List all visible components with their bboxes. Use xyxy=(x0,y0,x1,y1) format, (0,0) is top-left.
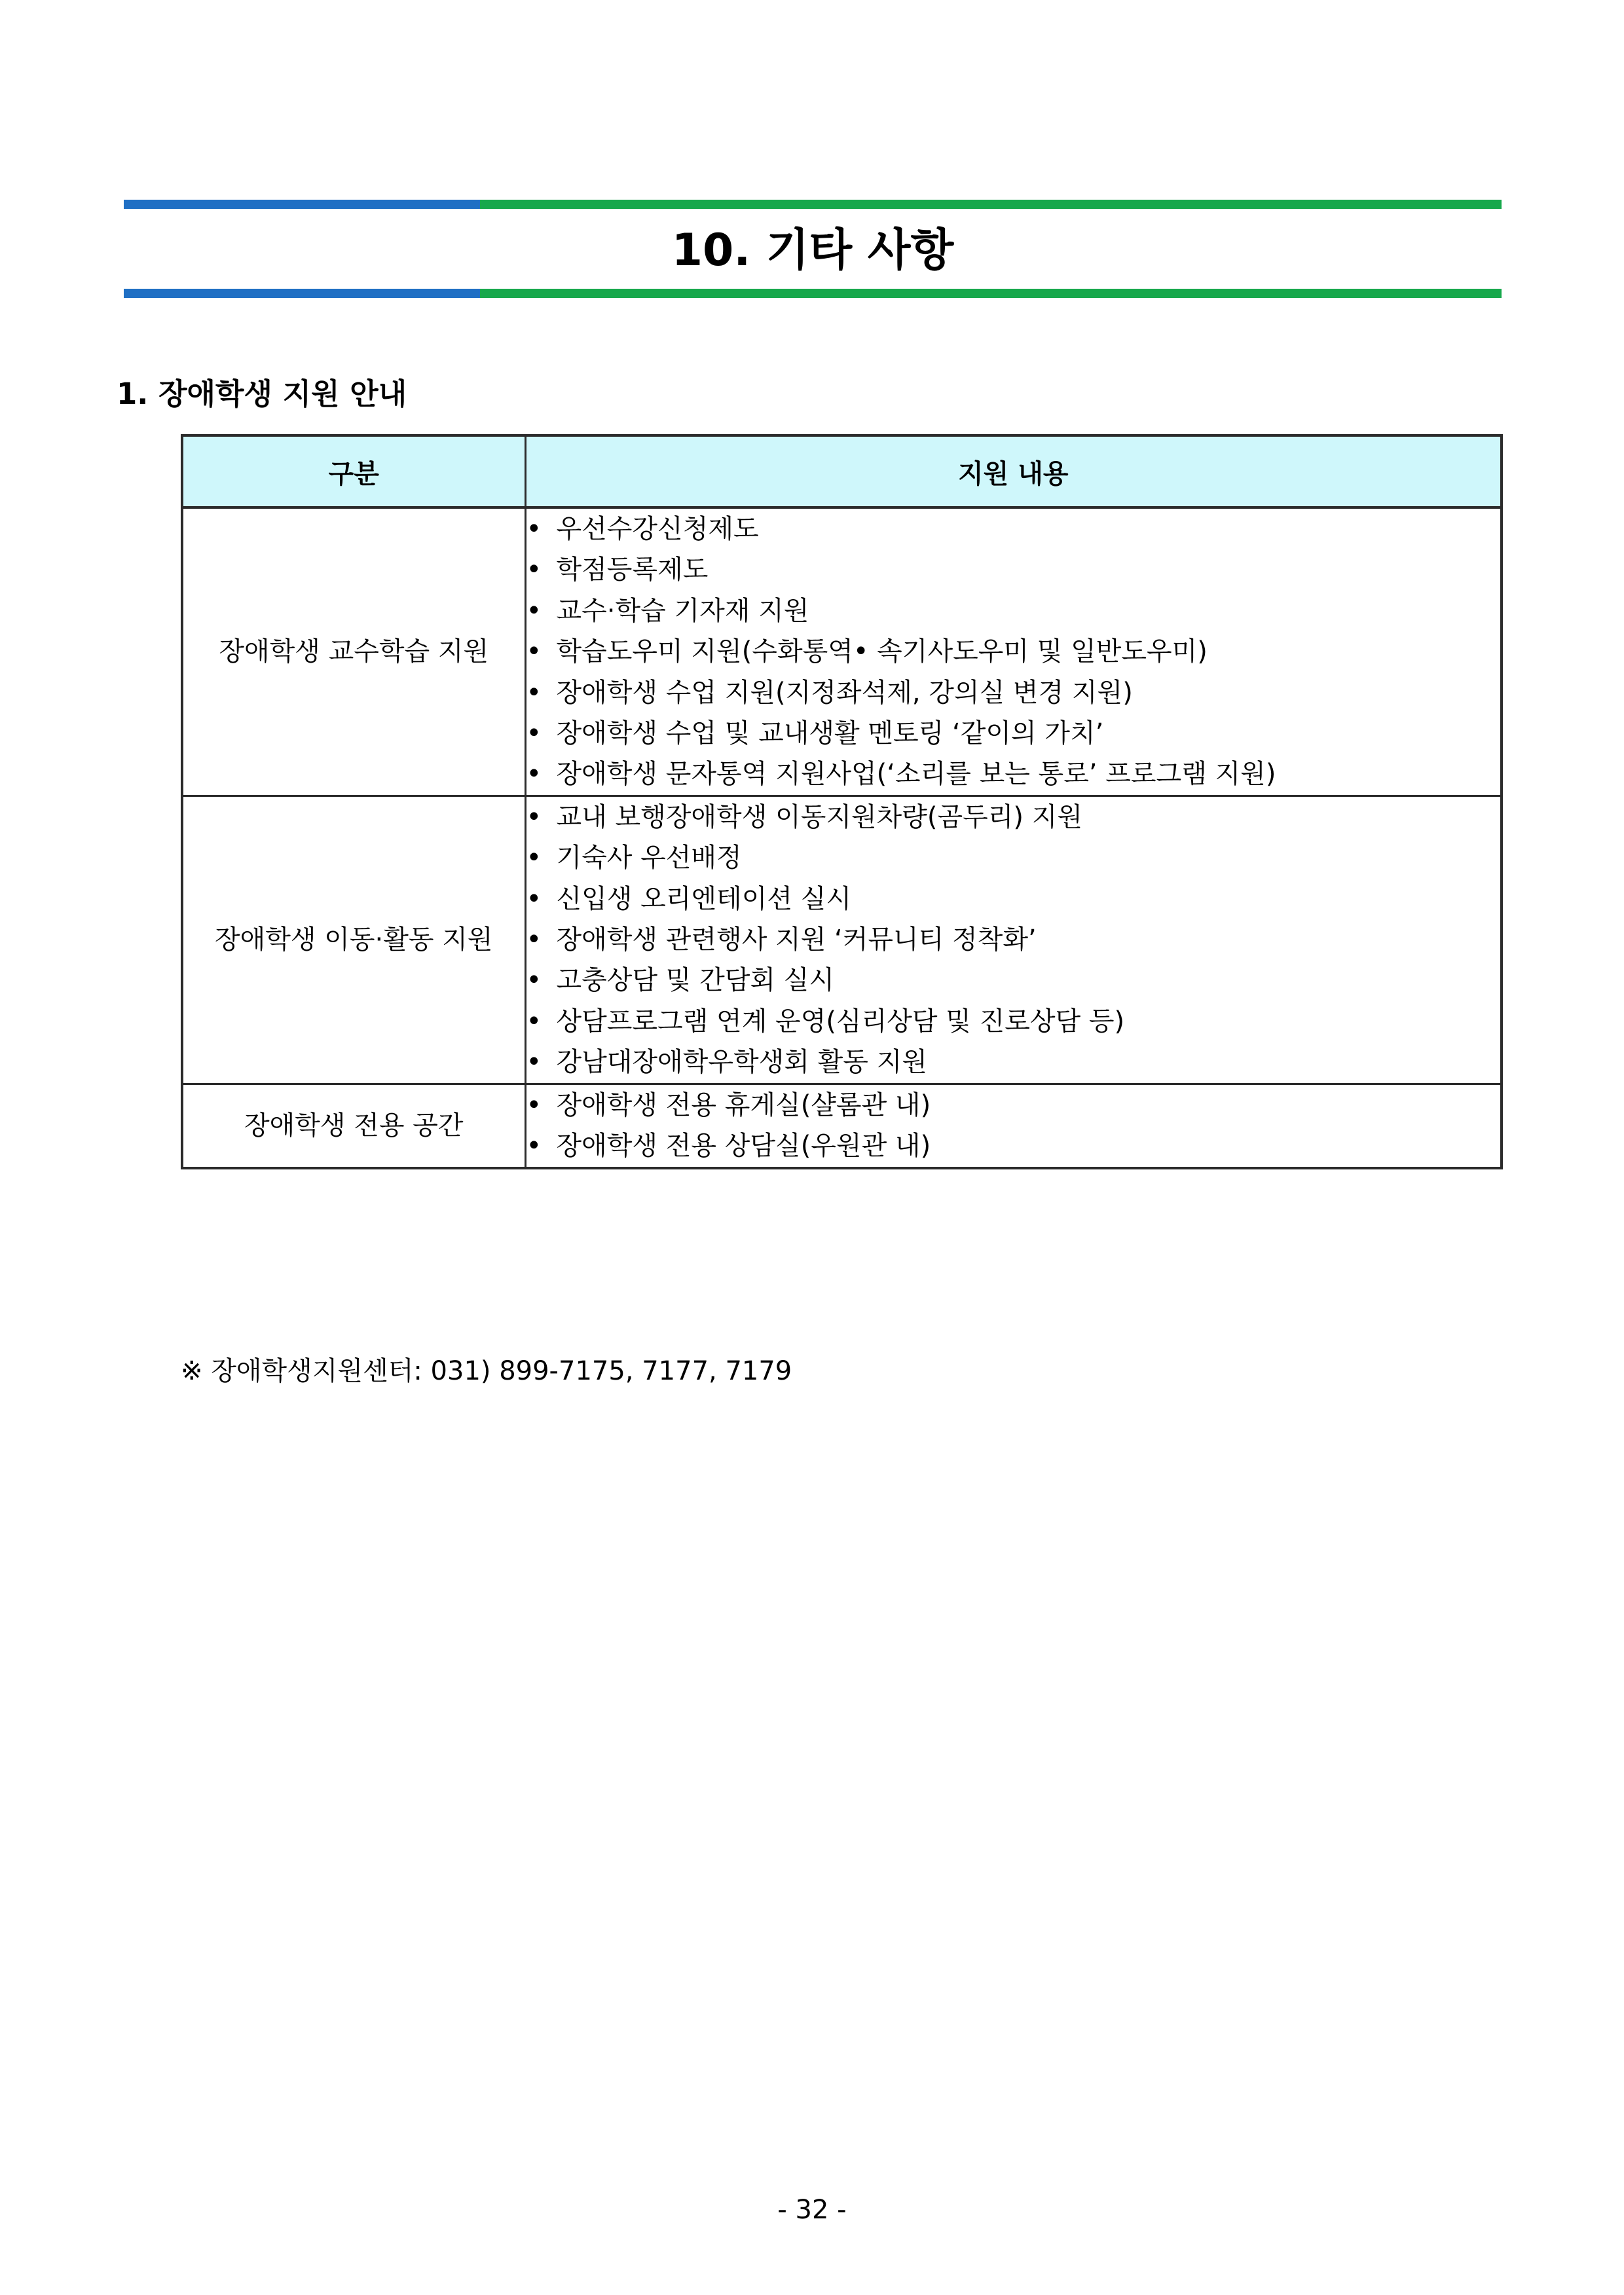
bullet-icon: • xyxy=(526,759,542,790)
list-item-text: 장애학생 전용 휴게실(샬롬관 내) xyxy=(556,1090,931,1120)
support-items-cell xyxy=(525,796,1502,1084)
bullet-icon: • xyxy=(526,1006,542,1037)
list-item-text: 학습도우미 지원(수화통역• 속기사도우미 및 일반도우미) xyxy=(556,636,1208,667)
column-header-category: 구분 xyxy=(182,435,525,507)
list-item-text: 교수·학습 기자재 지원 xyxy=(556,595,809,626)
list-item xyxy=(526,1085,1501,1126)
list-item xyxy=(526,591,1501,631)
list-item xyxy=(526,509,1501,549)
list-item-text: 장애학생 문자통역 지원사업(‘소리를 보는 통로’ 프로그램 지원) xyxy=(556,759,1276,790)
bullet-icon: • xyxy=(526,636,542,667)
list-item xyxy=(526,797,1501,837)
table-header-row xyxy=(182,435,1502,507)
bullet-icon: • xyxy=(526,595,542,626)
category-cell: 장애학생 이동·활동 지원 xyxy=(182,796,525,1084)
bullet-icon: • xyxy=(526,1047,542,1078)
list-item xyxy=(526,1042,1501,1082)
list-item-text: 우선수강신청제도 xyxy=(556,514,759,544)
bullet-icon: • xyxy=(526,1090,542,1120)
page-title: 10. 기타 사항 xyxy=(671,225,954,276)
list-item xyxy=(526,631,1501,672)
list-item-text: 고충상담 및 간담회 실시 xyxy=(556,965,835,996)
list-item xyxy=(526,1001,1501,1042)
list-item xyxy=(526,837,1501,878)
bullet-icon: • xyxy=(526,965,542,996)
list-item-text: 교내 보행장애학생 이동지원차량(곰두리) 지원 xyxy=(556,801,1083,832)
table-row xyxy=(182,507,1502,796)
bullet-icon: • xyxy=(526,1131,542,1162)
list-item xyxy=(526,1126,1501,1166)
support-items-cell xyxy=(525,507,1502,796)
list-item xyxy=(526,960,1501,1001)
column-header-content: 지원 내용 xyxy=(525,435,1502,507)
bullet-icon: • xyxy=(526,843,542,873)
list-item-text: 신입생 오리엔테이션 실시 xyxy=(556,883,851,914)
list-item-text: 장애학생 수업 및 교내생활 멘토링 ‘같이의 가치’ xyxy=(556,718,1104,749)
title-rule-green-segment xyxy=(480,289,1502,298)
table-row xyxy=(182,1084,1502,1167)
table-row xyxy=(182,796,1502,1084)
bullet-icon: • xyxy=(526,718,542,749)
bullet-icon: • xyxy=(526,514,542,544)
title-rule-blue-segment xyxy=(124,200,480,209)
list-item xyxy=(526,713,1501,754)
contact-footnote: ※ 장애학생지원센터: 031) 899-7175, 7177, 7179 xyxy=(181,1356,792,1386)
list-item-text: 학점등록제도 xyxy=(556,555,709,585)
section-title: 1. 장애학생 지원 안내 xyxy=(117,376,407,411)
list-item xyxy=(526,754,1501,794)
list-item-text: 기숙사 우선배정 xyxy=(556,843,742,873)
support-items-cell xyxy=(525,1084,1502,1167)
list-item-text: 장애학생 수업 지원(지정좌석제, 강의실 변경 지원) xyxy=(556,677,1133,708)
list-item xyxy=(526,672,1501,713)
category-cell: 장애학생 전용 공간 xyxy=(182,1084,525,1167)
bullet-icon: • xyxy=(526,677,542,708)
title-top-rule xyxy=(124,200,1502,209)
support-item-list xyxy=(526,1085,1501,1167)
support-item-list xyxy=(526,509,1501,795)
category-cell: 장애학생 교수학습 지원 xyxy=(182,507,525,796)
list-item-text: 장애학생 전용 상담실(우원관 내) xyxy=(556,1131,931,1162)
list-item xyxy=(526,919,1501,960)
support-table xyxy=(181,434,1503,1169)
bullet-icon: • xyxy=(526,555,542,585)
title-rule-green-segment xyxy=(480,200,1502,209)
title-bottom-rule xyxy=(124,289,1502,298)
page-number: - 32 - xyxy=(777,2195,847,2225)
bullet-icon: • xyxy=(526,925,542,955)
bullet-icon: • xyxy=(526,801,542,832)
title-rule-blue-segment xyxy=(124,289,480,298)
list-item-text: 상담프로그램 연계 운영(심리상담 및 진로상담 등) xyxy=(556,1006,1125,1037)
bullet-icon: • xyxy=(526,883,542,914)
list-item-text: 강남대장애학우학생회 활동 지원 xyxy=(556,1047,927,1078)
list-item xyxy=(526,549,1501,590)
support-item-list xyxy=(526,797,1501,1083)
list-item xyxy=(526,879,1501,919)
list-item-text: 장애학생 관련행사 지원 ‘커뮤니티 정착화’ xyxy=(556,925,1037,955)
